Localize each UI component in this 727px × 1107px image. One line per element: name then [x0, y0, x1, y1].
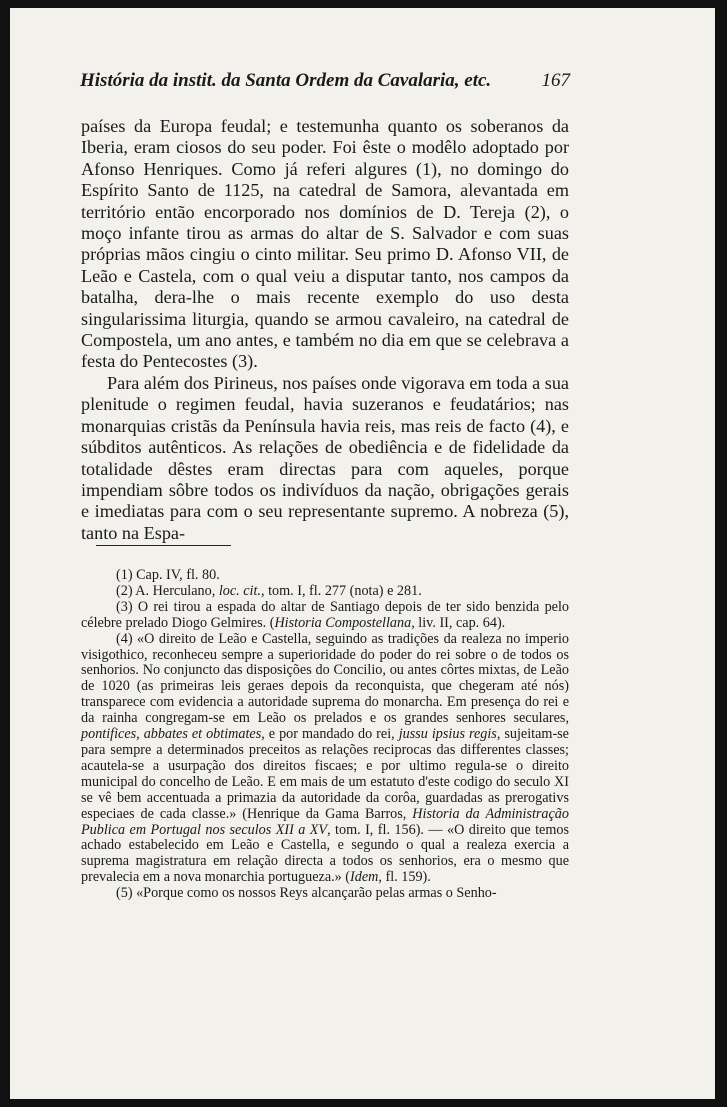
footnote-1: (1) Cap. IV, fl. 80.	[116, 567, 220, 583]
page-number: 167	[541, 70, 570, 91]
footnote-separator	[96, 545, 231, 546]
paragraph-2: Para além dos Pirineus, nos países onde vigorava em toda a sua plenitude o regimen feudal, havia suzeranos e feudatários; nas monarquias cristãs da Península havia reis, mas reis de facto (4), e súbditos autênticos. As relações de obediência e de fidelidade da totalidade dêstes eram directas para com aqueles, porque impendiam sôbre todos os indivíduos da nação, obrigações gerais e imediatas para com o seu representante supremo. A nobreza (5), tanto na Espa-	[81, 372, 569, 543]
header-title: História da instit. da Santa Ordem da Cavalaria, etc.	[80, 70, 492, 91]
running-header	[80, 70, 570, 92]
footnote-2: (2) A. Herculano, loc. cit., tom. I, fl. 277 (nota) e 281.	[116, 582, 422, 599]
paragraph-1: países da Europa feudal; e testemunha quanto os soberanos da Iberia, eram ciosos do seu poder. Foi êste o modêlo adoptado por Afonso Henriques. Como já referi algures (1), no domingo do Espírito Santo de 1125, na catedral de Samora, alevantada em território então encorporado nos domínios de D. Tereja (2), o moço infante tirou as armas do altar de S. Salvador e com suas próprias mãos cingiu o cinto militar. Seu primo D. Afonso VII, de Leão e Castela, com o qual veiu a disputar tanto, nos campos da batalha, dera-lhe o mais recente exemplo do uso desta singularissima liturgia, quando se armou cavaleiro, na catedral de Compostela, um ano antes, e também no dia em que se celebrava a festa do Pentecostes (3).	[81, 116, 569, 372]
footnote-3: (3) O rei tirou a espada do altar de Santiago depois de ter sido benzida pelo célebre prelado Diogo Gelmires. (Historia Compostellana, liv. II, cap. 64).	[81, 598, 569, 631]
footnote-4: (4) «O direito de Leão e Castella, seguindo as tradições da realeza no imperio visigothico, reconheceu sempre a superioridade do poder do rei sobre o de todos os senhorios. No conjuncto das disposições do Concilio, ou antes côrtes mixtas, de Leão de 1020 (as primeiras leis geraes depois da reconquista, que chegeram até nós) transparece com evidencia a autoridade suprema do monarcha. Em presença do rei e da rainha congregam-se em Leão os prelados e os grandes senhores seculares, pontifices, abbates et obtimates, e por mandado do rei, jussu ipsius regis, sujeitam-se para sempre a determinados preceitos as relações reciprocas das differentes classes; acautela-se a usurpação dos direitos fiscaes; e por ultimo regula-se o direito municipal do concelho de Leão. E em mais de um estatuto d'este codigo do seculo XI se vê bem accentuada a primazia da autoridade da corôa, guardadas as prerogativs especiaes de cada classe.» (Henrique da Gama Barros, Historia da Administração Publica em Portugal nos seculos XII a XV, tom. I, fl. 156). — «O direito que temos achado estabelecido em Leão e Castella, e segundo o qual a realeza exercia a suprema magistratura em relação directa a todos os senhorios, era o mesmo que prevalecia em a nova monarchia portugueza.» (Idem, fl. 159).	[81, 630, 569, 886]
main-text	[81, 116, 569, 544]
footnote-5: (5) «Porque como os nossos Reys alcançarão pelas armas o Senho-	[116, 885, 497, 902]
footnotes	[81, 568, 569, 902]
